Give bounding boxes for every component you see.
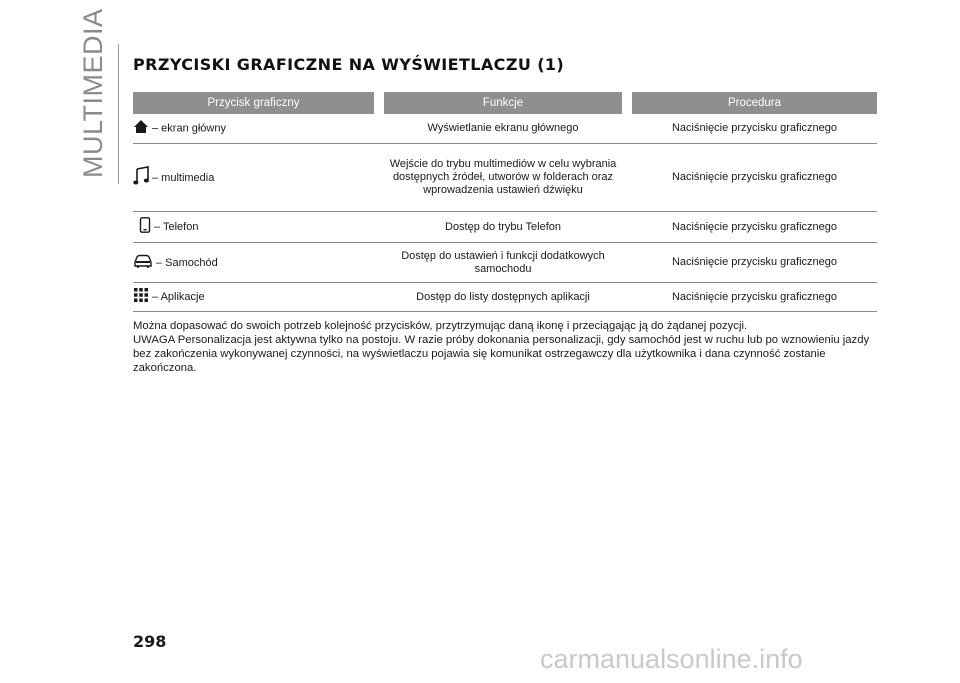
page-title: PRZYCISKI GRAFICZNE NA WYŚWIETLACZU (1) <box>133 55 565 74</box>
row-button-cell <box>133 243 374 283</box>
row-function: Dostęp do listy dostępnych aplikacji <box>384 283 622 312</box>
header-button: Przycisk graficzny <box>133 92 374 114</box>
row-procedure: Naciśnięcie przycisku graficznego <box>632 144 877 212</box>
row-button-cell <box>133 144 374 212</box>
row-button-label: – Samochód <box>156 256 218 269</box>
row-procedure: Naciśnięcie przycisku graficznego <box>632 114 877 144</box>
row-function: Wyświetlanie ekranu głównego <box>384 114 622 144</box>
phone-icon <box>139 217 151 237</box>
table-row <box>133 283 877 312</box>
row-function: Dostęp do ustawień i funkcji dodatkowych samochodu <box>384 243 622 283</box>
car-icon <box>133 254 153 272</box>
table-row <box>133 212 877 243</box>
row-procedure: Naciśnięcie przycisku graficznego <box>632 283 877 312</box>
page-number: 298 <box>133 632 167 651</box>
table-row <box>133 243 877 283</box>
music-note-icon <box>133 166 149 190</box>
notes-block <box>133 319 883 375</box>
row-button-cell <box>133 114 374 144</box>
row-button-cell <box>133 283 374 312</box>
row-function: Dostęp do trybu Telefon <box>384 212 622 243</box>
home-icon <box>133 119 149 138</box>
row-button-label: – Telefon <box>154 220 199 233</box>
row-procedure: Naciśnięcie przycisku graficznego <box>632 212 877 243</box>
header-function: Funkcje <box>384 92 622 114</box>
watermark: carmanualsonline.info <box>540 644 803 674</box>
buttons-table <box>133 92 877 312</box>
row-procedure: Naciśnięcie przycisku graficznego <box>632 243 877 283</box>
table-row <box>133 114 877 144</box>
section-label: MULTIMEDIA <box>78 8 108 178</box>
row-button-label: – multimedia <box>152 171 215 184</box>
table-row <box>133 144 877 212</box>
section-divider <box>118 44 119 184</box>
row-function: Wejście do trybu multimediów w celu wybrania dostępnych źródeł, utworów w folderach oraz wprowadzenia ustawień dźwięku <box>384 144 622 212</box>
header-procedure: Procedura <box>632 92 877 114</box>
row-button-cell <box>133 212 374 243</box>
table-header-row <box>133 92 877 114</box>
warning-note: UWAGA Personalizacja jest aktywna tylko na postoju. W razie próby dokonania personalizacji, gdy samochód jest w ruchu lub po wznowieniu jazdy bez zakończenia wykonywanej czynności, na wyświetlaczu pojawia się komunikat ostrzegawczy dla użytkownika i dana czynność zostanie zakończona. <box>133 334 870 374</box>
customize-note: Można dopasować do swoich potrzeb kolejność przycisków, przytrzymując daną ikonę i przeciągając ją do żądanej pozycji. <box>133 320 748 332</box>
apps-grid-icon <box>133 287 149 307</box>
row-button-label: – Aplikacje <box>152 290 205 303</box>
row-button-label: – ekran główny <box>152 122 226 135</box>
